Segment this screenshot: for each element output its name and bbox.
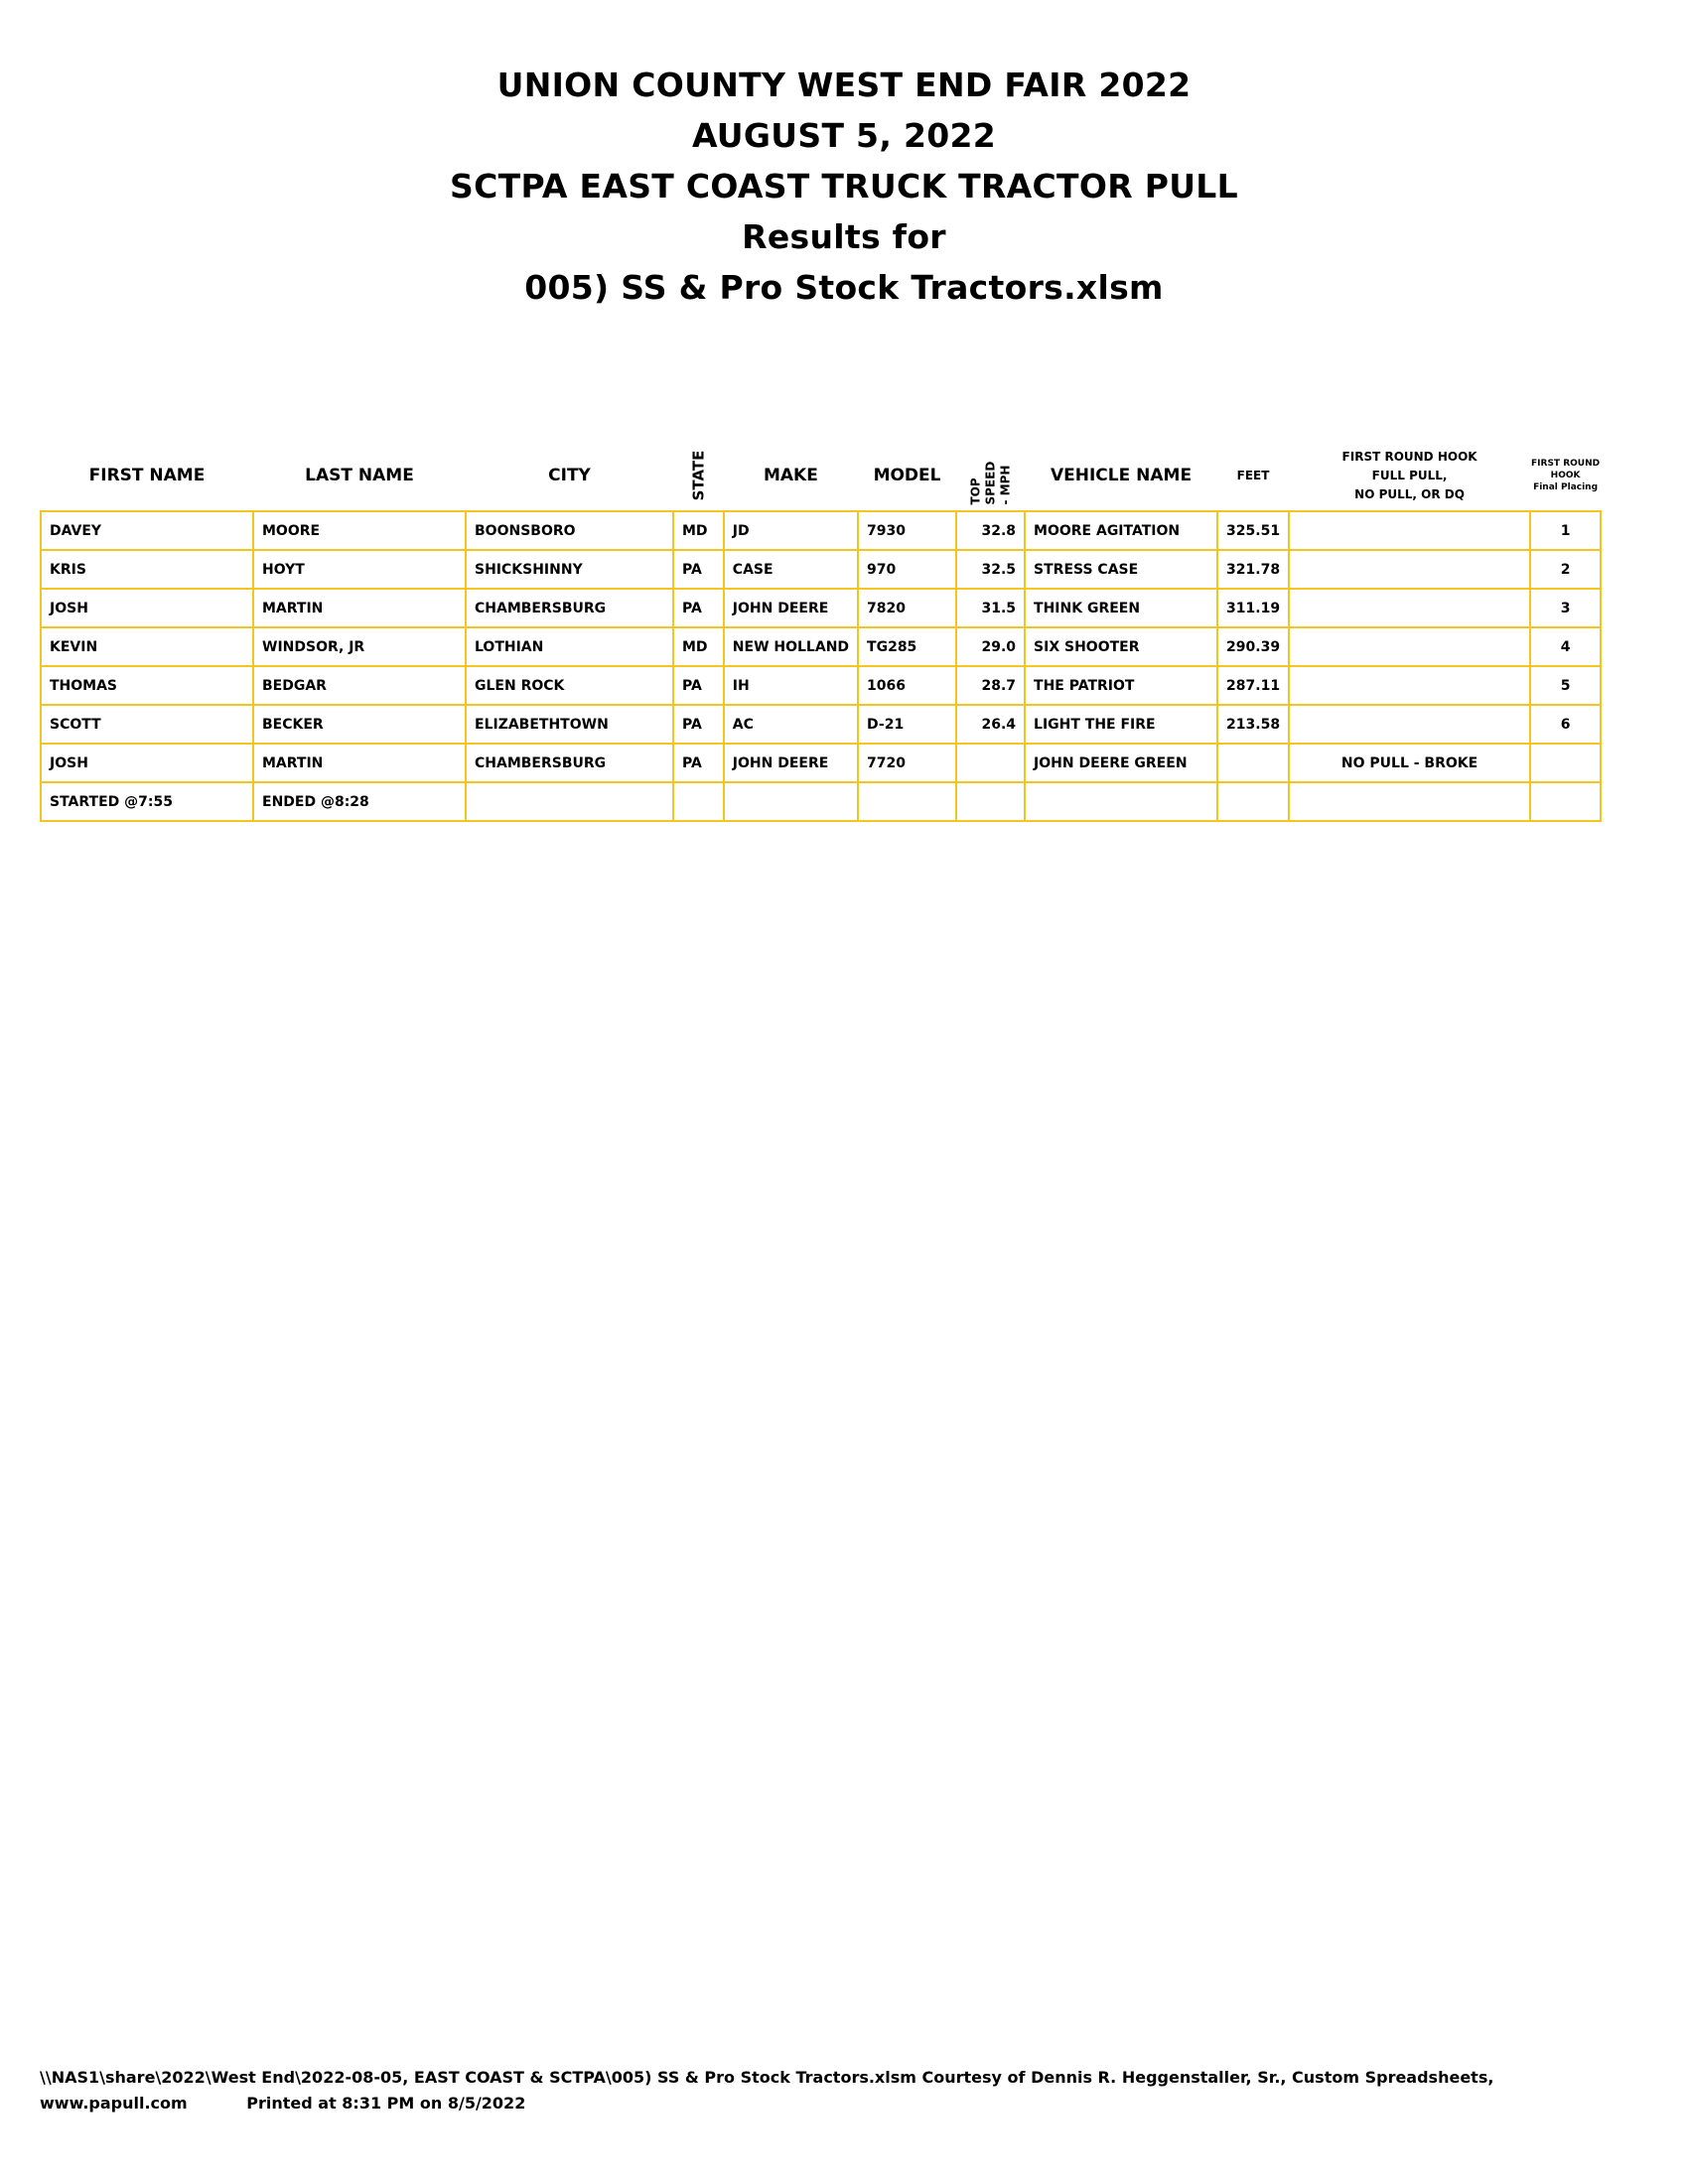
- cell-city: ELIZABETHTOWN: [466, 705, 673, 744]
- cell-vehicle-name: MOORE AGITATION: [1025, 511, 1217, 550]
- cell-state: MD: [673, 627, 724, 666]
- cell-feet: 321.78: [1217, 550, 1289, 589]
- header-placing-line1: FIRST ROUND: [1531, 459, 1601, 469]
- cell-feet: [1217, 782, 1289, 821]
- cell-feet: 213.58: [1217, 705, 1289, 744]
- results-table: [40, 441, 1602, 822]
- header-feet: FEET: [1236, 468, 1270, 482]
- table-row: [41, 589, 1601, 627]
- table-row: [41, 666, 1601, 705]
- cell-placing: [1530, 744, 1601, 782]
- cell-feet: 325.51: [1217, 511, 1289, 550]
- cell-last-name: WINDSOR, JR: [253, 627, 466, 666]
- cell-top-speed: 29.0: [956, 627, 1025, 666]
- cell-placing: 2: [1530, 550, 1601, 589]
- header-vehicle-name: VEHICLE NAME: [1050, 466, 1193, 485]
- cell-hook: NO PULL - BROKE: [1289, 744, 1530, 782]
- cell-model: [858, 782, 956, 821]
- cell-feet: 287.11: [1217, 666, 1289, 705]
- table-row: [41, 511, 1601, 550]
- cell-city: CHAMBERSBURG: [466, 589, 673, 627]
- cell-vehicle-name: SIX SHOOTER: [1025, 627, 1217, 666]
- cell-model: 7720: [858, 744, 956, 782]
- cell-model: TG285: [858, 627, 956, 666]
- header-top-speed-label: [968, 446, 1013, 505]
- cell-top-speed: 31.5: [956, 589, 1025, 627]
- header-top-speed-line3: - MPH: [998, 465, 1013, 505]
- cell-last-name: MARTIN: [253, 744, 466, 782]
- header-last-name: LAST NAME: [305, 466, 414, 485]
- cell-hook: [1289, 627, 1530, 666]
- cell-feet: [1217, 744, 1289, 782]
- header-placing-line3: Final Placing: [1533, 482, 1599, 492]
- cell-model: 7820: [858, 589, 956, 627]
- header-first-name: FIRST NAME: [88, 466, 206, 485]
- table-row: [41, 705, 1601, 744]
- cell-city: CHAMBERSBURG: [466, 744, 673, 782]
- cell-placing: 6: [1530, 705, 1601, 744]
- footer-file-path: \\NAS1\share\2022\West End\2022-08-05, EAST COAST & SCTPA\005) SS & Pro Stock Tractors.xlsm Courtesy of Dennis R. Heggenstaller, Sr., Custom Spreadsheets,: [40, 2068, 1494, 2087]
- event-date: AUGUST 5, 2022: [691, 116, 996, 155]
- cell-placing: 5: [1530, 666, 1601, 705]
- cell-hook: [1289, 550, 1530, 589]
- header-top-speed-line1: TOP: [968, 478, 983, 505]
- cell-city: LOTHIAN: [466, 627, 673, 666]
- cell-vehicle-name: JOHN DEERE GREEN: [1025, 744, 1217, 782]
- header-final-placing: [1530, 441, 1601, 511]
- cell-placing: [1530, 782, 1601, 821]
- cell-placing: 3: [1530, 589, 1601, 627]
- cell-hook: [1289, 782, 1530, 821]
- cell-make: IH: [724, 666, 858, 705]
- cell-model: 1066: [858, 666, 956, 705]
- cell-hook: [1289, 705, 1530, 744]
- header-first-round-hook: [1289, 441, 1530, 511]
- cell-first-name: THOMAS: [41, 666, 253, 705]
- header-hook-line1: FIRST ROUND HOOK: [1341, 449, 1477, 464]
- cell-vehicle-name: THINK GREEN: [1025, 589, 1217, 627]
- cell-feet: 290.39: [1217, 627, 1289, 666]
- cell-vehicle-name: STRESS CASE: [1025, 550, 1217, 589]
- cell-last-name: BECKER: [253, 705, 466, 744]
- cell-state: [673, 782, 724, 821]
- page-footer: [40, 2065, 1668, 2116]
- class-file-name: 005) SS & Pro Stock Tractors.xlsm: [524, 268, 1164, 307]
- footer-printed-timestamp: Printed at 8:31 PM on 8/5/2022: [246, 2094, 526, 2113]
- cell-city: BOONSBORO: [466, 511, 673, 550]
- cell-vehicle-name: THE PATRIOT: [1025, 666, 1217, 705]
- header-top-speed: [956, 441, 1025, 511]
- document-title: [0, 60, 1688, 313]
- table-row: [41, 744, 1601, 782]
- cell-first-name: JOSH: [41, 744, 253, 782]
- cell-feet: 311.19: [1217, 589, 1289, 627]
- cell-state: PA: [673, 550, 724, 589]
- header-model: MODEL: [873, 466, 941, 485]
- cell-last-name: HOYT: [253, 550, 466, 589]
- header-top-speed-line2: SPEED: [983, 461, 998, 505]
- cell-vehicle-name: [1025, 782, 1217, 821]
- cell-first-name: KEVIN: [41, 627, 253, 666]
- header-state: [673, 441, 724, 511]
- cell-first-name: DAVEY: [41, 511, 253, 550]
- cell-state: PA: [673, 744, 724, 782]
- table-row: [41, 550, 1601, 589]
- cell-first-name: KRIS: [41, 550, 253, 589]
- event-organization: SCTPA EAST COAST TRUCK TRACTOR PULL: [450, 167, 1238, 205]
- cell-city: GLEN ROCK: [466, 666, 673, 705]
- cell-city: [466, 782, 673, 821]
- footer-website: www.papull.com: [40, 2094, 188, 2113]
- cell-hook: [1289, 589, 1530, 627]
- cell-make: CASE: [724, 550, 858, 589]
- table-row: [41, 627, 1601, 666]
- cell-model: D-21: [858, 705, 956, 744]
- table-header-row: [41, 441, 1601, 511]
- cell-last-name: BEDGAR: [253, 666, 466, 705]
- header-city: CITY: [548, 466, 591, 485]
- cell-state: PA: [673, 666, 724, 705]
- cell-top-speed: [956, 744, 1025, 782]
- table-body: [41, 511, 1601, 821]
- cell-top-speed: 32.8: [956, 511, 1025, 550]
- cell-make: JD: [724, 511, 858, 550]
- cell-state: PA: [673, 705, 724, 744]
- cell-state: MD: [673, 511, 724, 550]
- cell-make: NEW HOLLAND: [724, 627, 858, 666]
- cell-first-name: SCOTT: [41, 705, 253, 744]
- cell-placing: 1: [1530, 511, 1601, 550]
- cell-state: PA: [673, 589, 724, 627]
- cell-top-speed: 32.5: [956, 550, 1025, 589]
- event-title: UNION COUNTY WEST END FAIR 2022: [496, 66, 1192, 104]
- cell-vehicle-name: LIGHT THE FIRE: [1025, 705, 1217, 744]
- table-row-times: [41, 782, 1601, 821]
- header-make: MAKE: [763, 466, 818, 485]
- cell-make: [724, 782, 858, 821]
- cell-hook: [1289, 666, 1530, 705]
- cell-model: 7930: [858, 511, 956, 550]
- cell-city: SHICKSHINNY: [466, 550, 673, 589]
- cell-first-name: JOSH: [41, 589, 253, 627]
- footer-second-line: [40, 2091, 1668, 2116]
- header-hook-line3: NO PULL, OR DQ: [1354, 486, 1465, 501]
- header-state-label: STATE: [689, 450, 708, 501]
- cell-make: JOHN DEERE: [724, 744, 858, 782]
- header-hook-line2: FULL PULL,: [1371, 468, 1448, 482]
- cell-hook: [1289, 511, 1530, 550]
- cell-last-name: MARTIN: [253, 589, 466, 627]
- cell-last-name: MOORE: [253, 511, 466, 550]
- cell-top-speed: 28.7: [956, 666, 1025, 705]
- results-label: Results for: [742, 217, 946, 256]
- cell-make: AC: [724, 705, 858, 744]
- cell-make: JOHN DEERE: [724, 589, 858, 627]
- cell-top-speed: 26.4: [956, 705, 1025, 744]
- cell-top-speed: [956, 782, 1025, 821]
- header-placing-line2: HOOK: [1550, 471, 1581, 480]
- cell-model: 970: [858, 550, 956, 589]
- cell-placing: 4: [1530, 627, 1601, 666]
- cell-end-time: ENDED @8:28: [253, 782, 466, 821]
- cell-start-time: STARTED @7:55: [41, 782, 253, 821]
